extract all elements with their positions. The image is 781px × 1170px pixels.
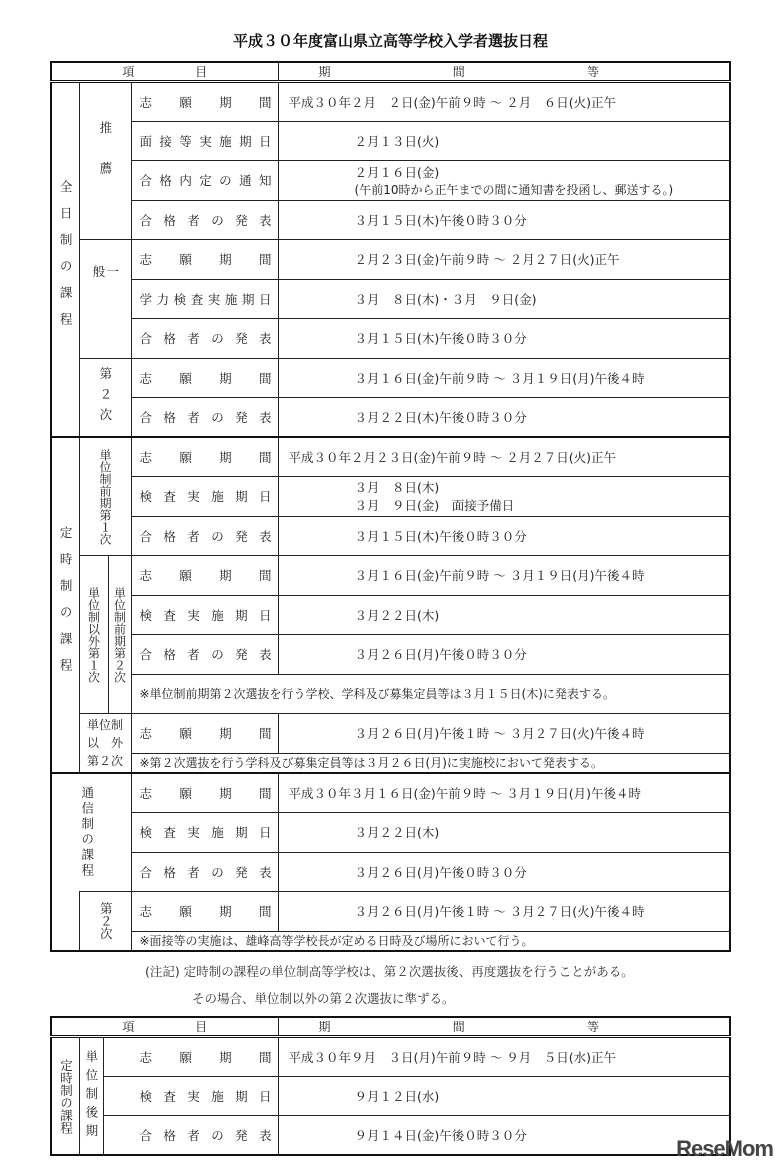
item-label: 合格者の発表 [131,516,278,556]
period-value: ３月１５日(木)午後０時３０分 [278,319,730,359]
blank-cell [51,892,79,952]
table-row [51,892,730,932]
header-period-3: 等 [586,1020,599,1034]
period-note: (午前10時から正午までの間に通知書を投函し、郵送する。) [354,182,674,197]
table-row [51,1116,730,1156]
table-row [51,240,730,280]
period-value: ３月２２日(木)午後０時３０分 [278,398,730,438]
table-row [51,813,730,853]
header-item-2: 目 [195,1020,208,1034]
table-row [51,161,730,201]
header-row [51,1017,730,1037]
footnote-2: その場合、単位制以外の第２次選抜に準ずる。 [192,991,455,1006]
table-row [51,437,730,477]
header-period-1: 期 [318,1020,331,1034]
period-value-2: ３月 ９日(金) 面接予備日 [354,498,515,514]
item-label: 合格者の発表 [131,398,278,438]
period-value: 平成３０年２月２３日(金)午前９時 ～ ２月２７日(火)正午 [278,437,730,477]
schedule-table [50,61,731,952]
period-value: ３月２２日(木) [278,813,730,853]
table-row [51,773,730,813]
note-text: ※第２次選抜を行う学科及び募集定員等は３月２６日(月)に実施校において発表する。 [131,753,730,773]
type-label-zenki1: 単位制前期第１次 [98,448,112,545]
item-label: 志願期間 [103,1037,278,1077]
table-row [51,82,730,122]
period-value: ２月２３日(金)午前９時 ～ ２月２７日(火)正午 [278,240,730,280]
table-row [51,635,730,675]
item-label: 志願期間 [131,556,278,596]
page-title: 平成３０年度富山県立高等学校入学者選抜日程 [232,32,548,50]
note-text: ※面接等の実施は、雄峰高等学校長が定める日時及び場所において行う。 [131,931,730,951]
period-value: ３月１６日(金)午前９時 ～ ３月１９日(月)午後４時 [278,358,730,398]
item-label: 合格者の発表 [103,1116,278,1156]
table-row [51,595,730,635]
table-row [51,200,730,240]
type-label-suisen: 推薦 [97,120,113,202]
header-period-2: 間 [452,1020,465,1034]
item-label: 志願期間 [131,82,278,122]
watermark-logo: ReseMom [676,1136,773,1161]
note-text: ※単位制前期第２次選抜を行う学校、学科及び募集定員等は３月１５日(木)に発表する。 [131,674,730,714]
footnote-1: (注記) 定時制の課程の単位制高等学校は、第２次選抜後、再度選抜を行うことがある。 [145,964,634,979]
table-row [51,714,730,754]
table-row [51,398,730,438]
period-value: ３月２６日(月)午後０時３０分 [278,635,730,675]
type-label-tsushin-dai2: 第２次 [98,902,114,940]
table-row [51,319,730,359]
item-label: 検査実施期日 [131,477,278,517]
type-label-igai2-line3: 第２次 [86,754,123,768]
period-value: ３月２６日(月)午後１時 ～ ３月２７日(火)午後４時 [278,714,730,754]
item-label: 検査実施期日 [131,813,278,853]
header-item-1: 項 [122,65,135,79]
period-value: ９月１２日(水) [278,1076,730,1116]
table-row [51,279,730,319]
table-row [51,477,730,517]
item-label: 志願期間 [131,773,278,813]
table-row [51,931,730,951]
period-value: 平成３０年３月１６日(金)午前９時 ～ ３月１９日(月)午後４時 [278,773,730,813]
item-label: 合格者の発表 [131,200,278,240]
table-row [51,674,730,714]
type-label-zenki2: 単位制前期第２次 [112,586,127,683]
course-label-teiji: 定時制の課程 [58,525,74,685]
table-row [51,121,730,161]
item-label: 合格者の発表 [131,852,278,892]
course-label-tsushin: 通信制の課程 [79,786,95,879]
period-value: ２月１６日(金) [354,164,440,180]
type-label-ippan: 一般 [91,264,120,333]
period-value: ３月１５日(木)午後０時３０分 [278,200,730,240]
header-period-1: 期 [318,65,331,79]
table-row [51,556,730,596]
period-value: ２月１３日(火) [278,121,730,161]
item-label: 志願期間 [131,358,278,398]
item-label: 志願期間 [131,714,278,754]
period-value: ３月２２日(木) [278,595,730,635]
type-label-igai2-line2: 以 外 [86,736,123,750]
period-value: ３月 ８日(木) [354,480,440,496]
item-label: 学力検査実施期日 [131,279,278,319]
header-period-2: 間 [452,65,465,79]
type-label-kouki: 単位制後期 [83,1049,99,1143]
course-label-zennichi: 全日制の課程 [58,180,74,339]
period-value: 平成３０年２月 ２日(金)午前９時 ～ ２月 ６日(火)正午 [278,82,730,122]
item-label: 志願期間 [131,892,278,932]
table-row [51,753,730,773]
table-row [51,1037,730,1077]
item-label: 志願期間 [131,240,278,280]
item-label: 検査実施期日 [131,595,278,635]
table-row [51,1076,730,1116]
period-value: ３月２６日(月)午後０時３０分 [278,852,730,892]
item-label: 合格内定の通知 [131,161,278,201]
item-label: 合格者の発表 [131,635,278,675]
item-label: 検査実施期日 [103,1076,278,1116]
course-label-teiji: 定時制の課程 [58,1058,74,1134]
period-value: ３月１５日(木)午後０時３０分 [278,516,730,556]
header-item-1: 項 [122,1020,135,1034]
header-item-2: 目 [195,65,208,79]
table-row [51,358,730,398]
period-value: ３月２６日(月)午後１時 ～ ３月２７日(火)午後４時 [278,892,730,932]
period-value: ９月１４日(金)午後０時３０分 [278,1116,730,1156]
type-label-igai2-line1: 単位制 [86,718,123,732]
table-row [51,852,730,892]
period-value: 平成３０年９月 ３日(月)午前９時 ～ ９月 ５日(水)正午 [278,1037,730,1077]
type-label-dai2: 第２次 [97,366,113,428]
item-label: 面接等実施期日 [131,121,278,161]
header-row [51,62,730,82]
header-period-3: 等 [586,65,599,79]
item-label: 志願期間 [131,437,278,477]
period-value: ３月１６日(金)午前９時 ～ ３月１９日(月)午後４時 [278,556,730,596]
type-label-igai1: 単位制以外第１次 [86,586,101,683]
item-label: 合格者の発表 [131,319,278,359]
table-row [51,516,730,556]
period-value: ３月 ８日(木)・３月 ９日(金) [278,279,730,319]
second-schedule-table [50,1016,731,1156]
